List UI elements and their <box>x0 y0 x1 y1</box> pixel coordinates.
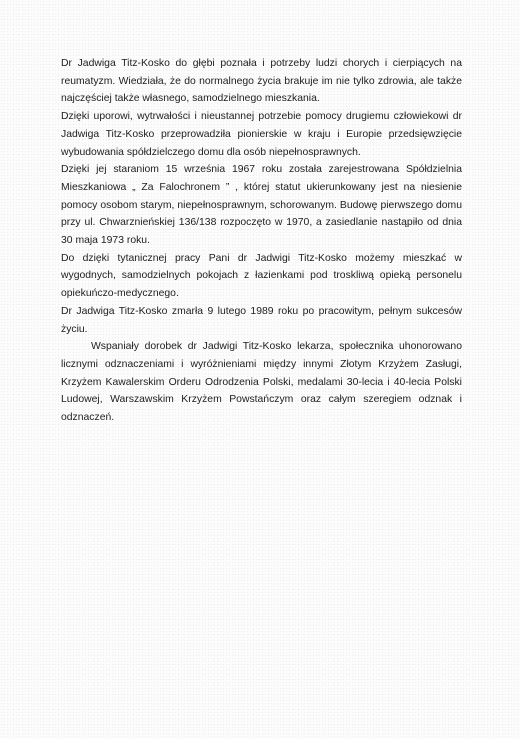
document-body <box>61 55 462 427</box>
paragraph-1: Dr Jadwiga Titz-Kosko do głębi poznała i potrzeby ludzi chorych i cierpiących na reumatyzm. Wiedziała, że do normalnego życia brakuje im nie tylko zdrowia, ale także najczęściej także własnego, samodzielnego mieszkania. <box>61 58 462 105</box>
paragraph-5: Dr Jadwiga Titz-Kosko zmarła 9 lutego 1989 roku po pracowitym, pełnym sukcesów życiu. <box>61 305 462 335</box>
paragraph-6: Wspaniały dorobek dr Jadwigi Titz-Kosko lekarza, społecznika uhonorowano licznymi odznaczeniami i wyróżnieniami między innymi Złotym Krzyżem Zasługi, Krzyżem Kawalerskim Orderu Odrodzenia Polski, medalami 30-lecia i 40-lecia Polski Ludowej, Warszawskim Krzyżem Powstańczym oraz całym szeregiem odznak i odznaczeń. <box>61 341 462 424</box>
paragraph-3: Dzięki jej staraniom 15 września 1967 roku została zarejestrowana Spółdzielnia Mieszkaniowa „ Za Falochronem ” , której statut ukierunkowany jest na niesienie pomocy osobom starym, niepełnosprawnym, schorowanym. Budowę pierwszego domu przy ul. Chwarznieńskiej 136/138 rozpoczęto w 1970, a zasiedlanie nastąpiło od dnia 30 maja 1973 roku. <box>61 164 462 247</box>
paragraph-2: Dzięki uporowi, wytrwałości i nieustannej potrzebie pomocy drugiemu człowiekowi dr Jadwiga Titz-Kosko przeprowadziła pionierskie w kraju i Europie przedsięwzięcie wybudowania spółdzielczego domu dla osób niepełnosprawnych. <box>61 111 462 158</box>
paragraph-4: Do dzięki tytanicznej pracy Pani dr Jadwigi Titz-Kosko możemy mieszkać w wygodnych, samodzielnych pokojach z łazienkami pod troskliwą opieką personelu opiekuńczo-medycznego. <box>61 252 462 300</box>
